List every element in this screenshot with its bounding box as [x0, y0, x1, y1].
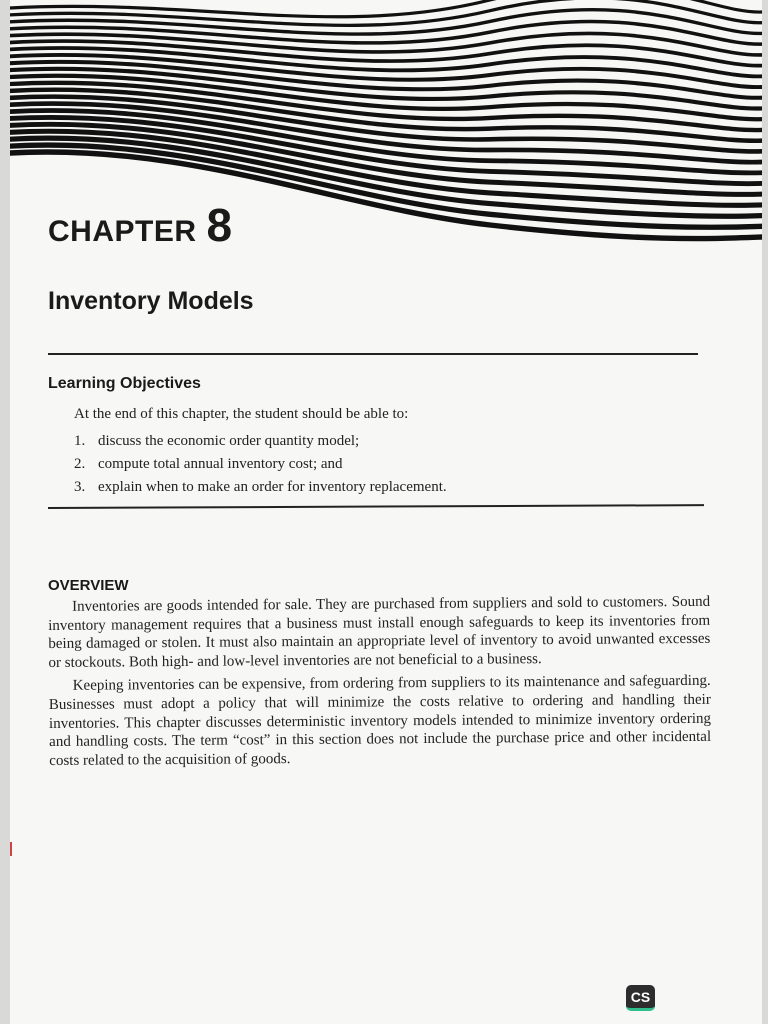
objective-number: 3. — [74, 479, 86, 495]
objective-text: discuss the economic order quantity model; — [98, 433, 360, 449]
objective-item — [74, 453, 447, 476]
overview-paragraph: Keeping inventories can be expensive, from ordering from suppliers to its maintenance and safeguarding. Businesses must adopt a policy that will minimize the costs relative to ordering and handling their inventories. This chapter discusses deterministic inventory models intended to minimize inventory ordering and handling costs. The term “cost” in this section does not include the purchase price and other incidental costs related to the acquisition of goods. — [48, 673, 712, 769]
objective-text: explain when to make an order for inventory replacement. — [98, 479, 447, 495]
overview-paragraph: Inventories are goods intended for sale. They are purchased from suppliers and sold to customers. Sound inventory management requires that a business must install enough safeguards to keep its inventories from being damaged or stolen. It must also maintain an appropriate level of inventory to avoid unwanted excesses or stockouts. Both high- and low-level inventories are not beneficial to a business. — [48, 593, 711, 671]
chapter-label: CHAPTER — [48, 215, 197, 248]
chapter-title: Inventory Models — [48, 287, 254, 315]
camscanner-logo: CS — [626, 985, 655, 1011]
objective-number: 1. — [74, 433, 86, 449]
scan-edge-mark — [10, 842, 12, 856]
overview-body — [48, 593, 711, 776]
chapter-number: 8 — [206, 199, 233, 251]
learning-objectives-list — [74, 430, 447, 499]
objective-number: 2. — [74, 456, 86, 472]
objective-item — [74, 430, 447, 453]
divider-top — [48, 353, 698, 355]
document-page — [10, 0, 762, 1024]
overview-heading: OVERVIEW — [48, 577, 129, 594]
learning-objectives-intro: At the end of this chapter, the student should be able to: — [74, 406, 409, 422]
objective-item — [74, 476, 447, 499]
divider-bottom — [48, 504, 704, 508]
chapter-heading — [48, 198, 232, 252]
learning-objectives-heading: Learning Objectives — [48, 375, 201, 392]
objective-text: compute total annual inventory cost; and — [98, 456, 343, 472]
